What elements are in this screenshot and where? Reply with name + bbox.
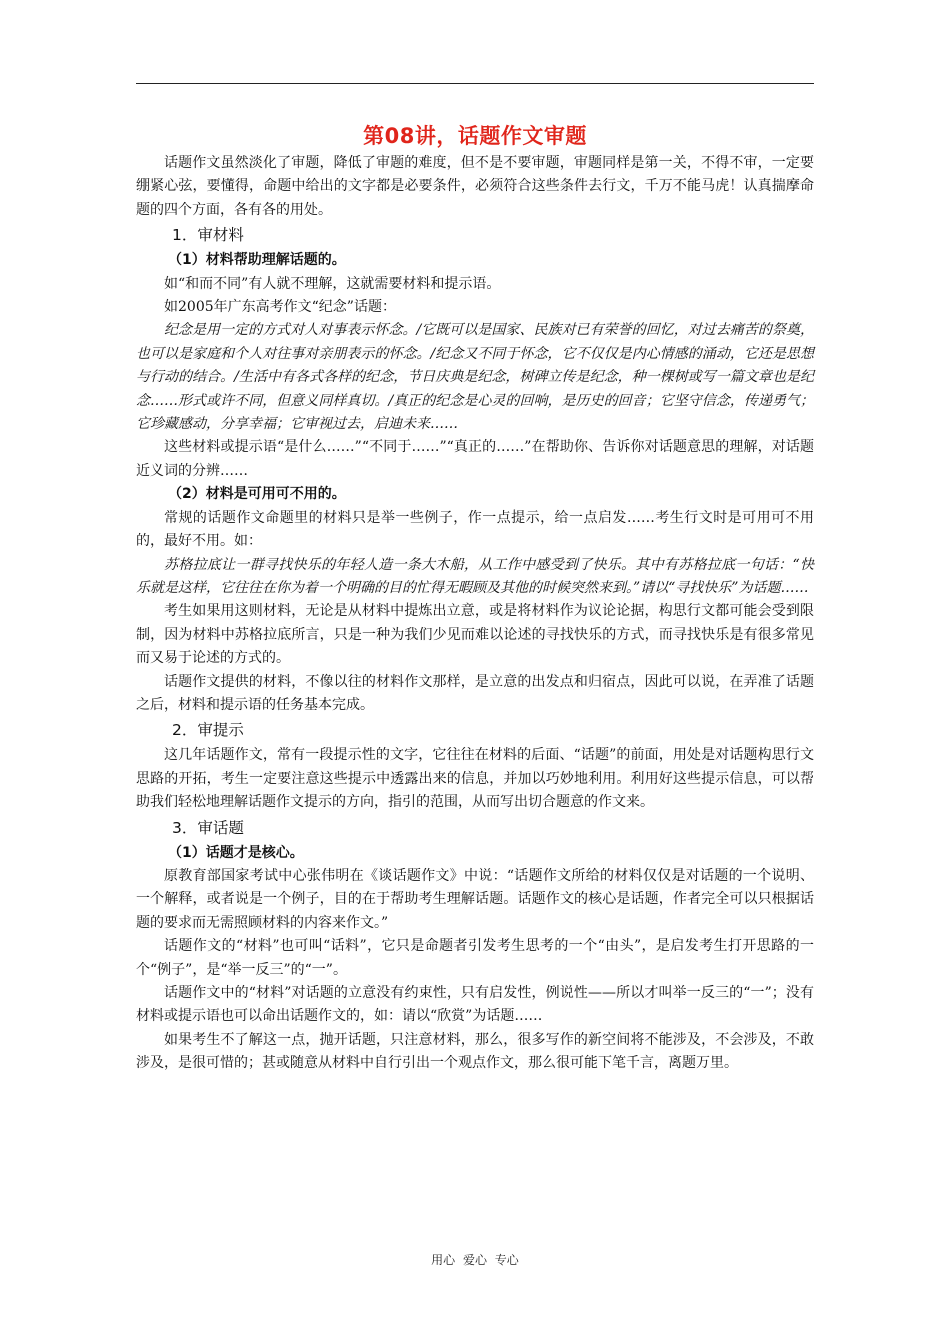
paragraph: 常规的话题作文命题里的材料只是举一些例子，作一点提示，给一点启发……考生行文时是可用可不用的，最好不用。如： [136,509,814,550]
paragraph: 如果考生不了解这一点，抛开话题，只注意材料，那么，很多写作的新空间将不能涉及，不会涉及，不敢涉及，是很可惜的；甚或随意从材料中自行引出一个观点作文，那么很可能下笔千言，离题万里。 [136,1031,814,1072]
subheading-material-helps: （1）材料帮助理解话题的。 [168,252,346,269]
page-title: 第08讲，话题作文审题 [363,124,587,148]
paragraph: 如2005年广东高考作文“纪念”话题： [164,299,396,316]
subheading-topic-core: （1）话题才是核心。 [168,844,304,861]
paragraph: 话题作文的“材料”也可叫“话料”，它只是命题者引发考生思考的一个“由头”，是启发考生打开思路的一个“例子”，是“举一反三”的“一”。 [136,938,814,978]
section-heading-material: 1．审材料 [172,226,244,245]
paragraph: 话题作文提供的材料，不像以往的材料作文那样，是立意的出发点和归宿点，因此可以说，在弄准了话题之后，材料和提示语的任务基本完成。 [136,673,814,713]
subheading-material-optional: （2）材料是可用可不用的。 [168,486,346,503]
document-body [136,122,814,1076]
quoted-material: 苏格拉底让一群寻找快乐的年轻人造一条大木船，从工作中感受到了快乐。其中有苏格拉底一句话：“快乐就是这样，它往往在你为着一个明确的目的忙得无暇顾及其他的时候突然来到。”请以“寻找快乐”为话题…… [136,556,814,596]
paragraph: 话题作文中的“材料”对话题的立意没有约束性，只有启发性，例说性——所以才叫举一反三的“一”；没有材料或提示语也可以命出话题作文的，如：请以“欣赏”为话题…… [136,985,814,1025]
paragraph: 原教育部国家考试中心张伟明在《谈话题作文》中说：“话题作文所给的材料仅仅是对话题的一个说明、一个解释，或者说是一个例子，目的在于帮助考生理解话题。话题作文的核心是话题，作者完全可以只根据话题的要求而无需照顾材料的内容来作文。” [136,867,814,931]
paragraph: 如“和而不同”有人就不理解，这就需要材料和提示语。 [164,275,501,292]
paragraph: 考生如果用这则材料，无论是从材料中提炼出立意，或是将材料作为议论论据，构思行文都可能会受到限制，因为材料中苏格拉底所言，只是一种为我们少见而难以论述的寻找快乐的方式，而寻找快乐是有很多常见而又易于论述的方式的。 [136,603,814,667]
intro-paragraph: 话题作文虽然淡化了审题，降低了审题的难度，但不是不要审题，审题同样是第一关，不得不审，一定要绷紧心弦，要懂得，命题中给出的文字都是必要条件，必须符合这些条件去行文，千万不能马虎！认真揣摩命题的四个方面，各有各的用处。 [136,155,814,218]
page-footer: 用心 爱心 专心 [431,1253,519,1267]
quoted-material: 纪念是用一定的方式对人对事表示怀念。/它既可以是国家、民族对已有荣誉的回忆，对过去痛苦的祭奠，也可以是家庭和个人对往事对亲朋表示的怀念。/纪念又不同于怀念，它不仅仅是内心情感的涌动，它还是思想与行动的结合。/生活中有各式各样的纪念，节日庆典是纪念，树碑立传是纪念，种一棵树或写一篇文章也是纪念……形式或许不同，但意义同样真切。/真正的纪念是心灵的回响，是历史的回音；它坚守信念，传递勇气；它珍藏感动，分享幸福；它审视过去，启迪未来…… [136,322,814,433]
paragraph: 这几年话题作文，常有一段提示性的文字，它往往在材料的后面、“话题”的前面，用处是对话题构思行文思路的开拓，考生一定要注意这些提示中透露出来的信息，并加以巧妙地利用。利用好这些提示信息，可以帮助我们轻松地理解话题作文提示的方向，指引的范围，从而写出切合题意的作文来。 [136,747,814,811]
section-heading-topic: 3．审话题 [172,818,244,837]
paragraph: 这些材料或提示语“是什么……”“不同于……”“真正的……”在帮助你、告诉你对话题意思的理解，对话题近义词的分辨…… [136,439,814,479]
header-rule [136,83,814,84]
section-heading-prompt: 2．审提示 [172,721,244,740]
